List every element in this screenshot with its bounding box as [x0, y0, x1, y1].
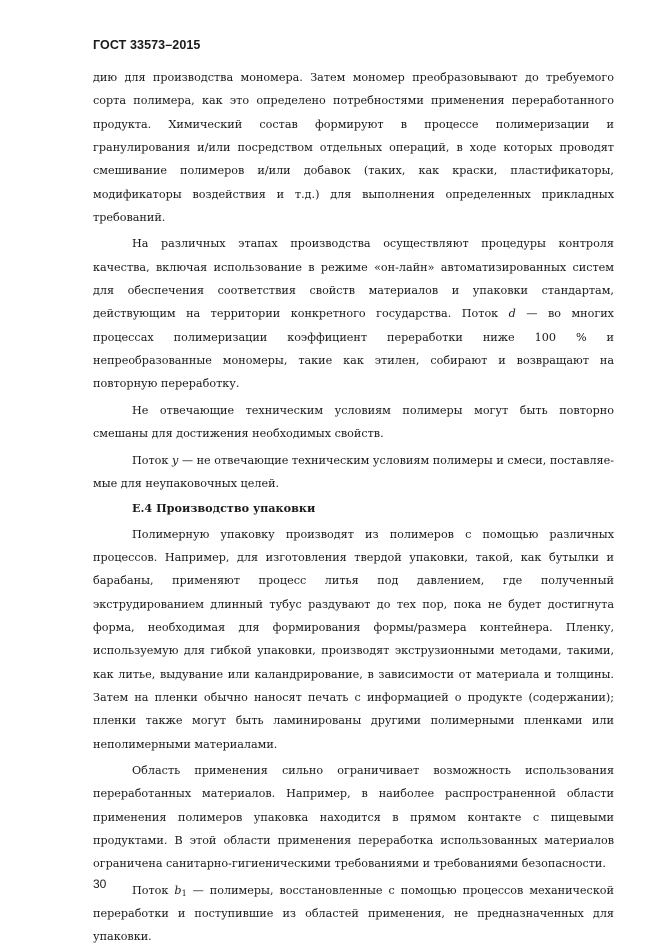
paragraph-text: Поток [132, 453, 172, 467]
paragraph-remixing: Не отвечающие техническим условиям полимеры могут быть повторно смешаны для достижения необходимых свойств. [93, 403, 614, 441]
paragraph-continuation: дию для производства мономера. Затем мономер преобразовывают до требуемого сорта полимера, как это определено потребностями применения переработанного продукта. Химический состав формируют в процессе полимеризации и гранулирования и/или посредством отдельных операций, в ходе которых проводят смешивание полимеров и/или добавок (таких, как краски, пластификаторы, модификаторы воздействия и т.д.) для выполнения определенных прикладных требований. [93, 71, 614, 225]
paragraph-application-area: Область применения сильно ограничивает возможность использования переработанных материалов. Например, в наиболее распространенной области применения полимеров упаковка находится в прямом контакте с пищевыми продуктами. В этой области применения переработка использованных материалов ограничена санитарно-гигиеническими требованиями и требованиями безопасности. [93, 763, 614, 871]
document-body [93, 66, 614, 949]
paragraph-text: — во многих процессах полимеризации коэффициент переработки ниже 100 % и непреобразованные мономеры, такие как этилен, собирают и возвращают на повторную переработку. [93, 307, 614, 391]
paragraph-text: Поток [132, 883, 175, 897]
flow-symbol-d: d [508, 307, 516, 321]
paragraph-flow-y [93, 449, 614, 496]
paragraph-text: — полимеры, восстановленные с помощью процессов механической переработки и поступившие из областей применения, не предназначенных для упаковки. [93, 883, 614, 944]
page-number: 30 [93, 877, 107, 891]
paragraph-text: — не отвечающие техническим условиям полимеры и смеси, поставляемые для неупаковочных целей. [93, 453, 615, 490]
paragraph-packaging-production: Полимерную упаковку производят из полимеров с помощью различных процессов. Например, для изготовления твердой упаковки, такой, как бутылки и барабаны, применяют процесс литья под давлением, где полученный экструдированием длинный тубус раздувают до тех пор, пока не будет достигнута форма, необходимая для формирования формы/размера контейнера. Пленку, используемую для гибкой упаковки, производят экструзионными методами, такими, как литье, выдувание или каландрирование, в зависимости от материала и толщины. Затем на пленки обычно наносят печать с информацией о продукте (содержании); пленки также могут быть ламинированы другими полимерными пленками или неполимерными материалами. [93, 527, 614, 751]
paragraph-flow-b1 [93, 879, 614, 949]
section-heading: Е.4 Производство упаковки [132, 501, 316, 516]
paragraph-quality-control [93, 232, 614, 395]
flow-symbol-b: b [174, 883, 182, 897]
flow-symbol-y: y [171, 453, 179, 467]
standard-header: ГОСТ 33573–2015 [93, 38, 201, 52]
flow-symbol-subscript: 1 [181, 888, 187, 898]
paragraph-text: На различных этапах производства осуществляют процедуры контроля качества, включая использование в режиме «он-лайн» автоматизированных систем для обеспечения соответствия свойств материалов и упаковки стандартам, действующим на территории конкретного государства. Поток [93, 237, 614, 321]
